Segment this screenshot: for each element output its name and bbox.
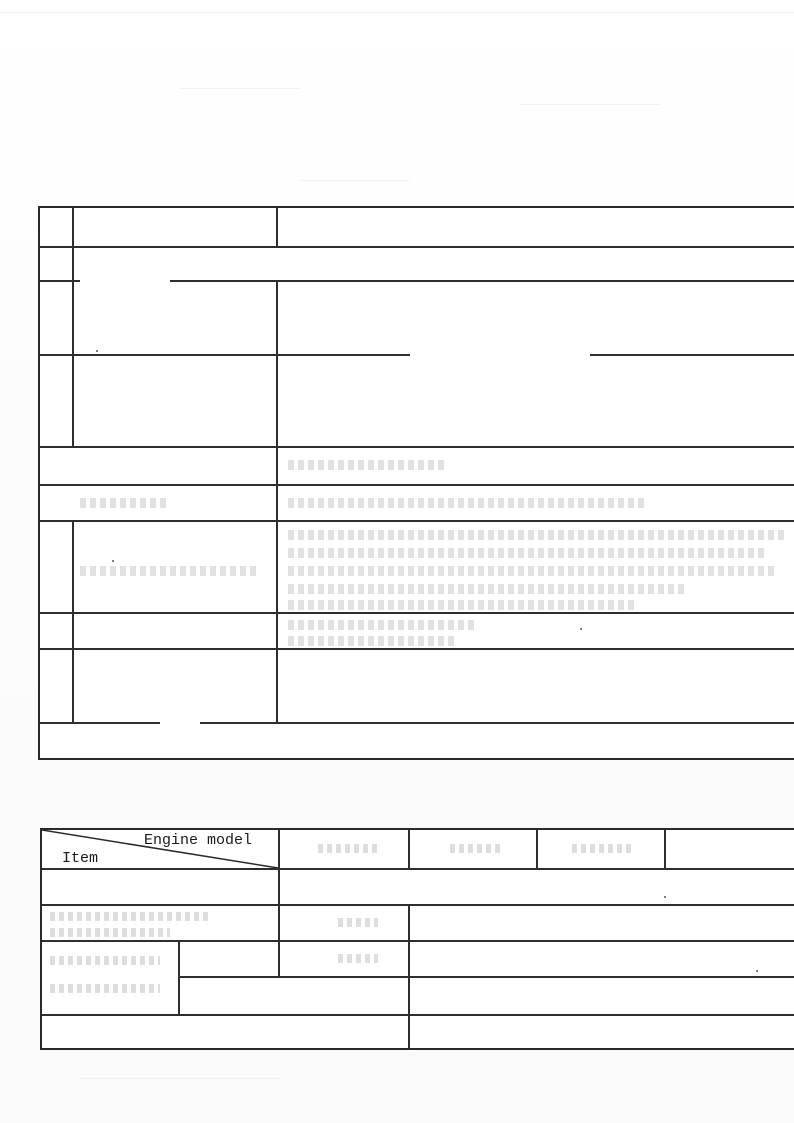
table-row-divider: [40, 722, 794, 724]
table-row-divider: [42, 868, 794, 870]
table-column-divider: [664, 830, 666, 870]
faded-text: [288, 530, 788, 540]
scan-speck: [96, 350, 98, 352]
table-column-divider: [276, 208, 278, 246]
faded-text: [450, 844, 500, 853]
table-column-divider: [276, 282, 278, 724]
faded-text: [50, 928, 170, 937]
table-row-divider: [42, 1014, 794, 1016]
faded-text: [288, 548, 768, 558]
table-row-divider: [40, 520, 794, 522]
table-row-divider: [40, 246, 794, 248]
faded-text: [50, 984, 160, 993]
faded-text: [288, 584, 688, 594]
spec-table-upper: [38, 206, 794, 760]
table-row-divider: [42, 904, 794, 906]
scan-artifact: [520, 104, 660, 105]
scan-dropout: [410, 353, 590, 357]
table-row-divider: [40, 446, 794, 448]
scan-speck: [112, 560, 114, 562]
scan-speck: [664, 896, 666, 898]
scan-speck: [756, 970, 758, 972]
faded-text: [80, 566, 260, 576]
faded-text: [80, 498, 170, 508]
table-row-divider: [40, 612, 794, 614]
scan-dropout: [80, 280, 170, 284]
faded-text: [288, 498, 648, 508]
engine-model-label: Engine model: [144, 832, 253, 849]
table-column-divider: [178, 942, 180, 1016]
table-row-divider: [40, 484, 794, 486]
scan-dropout: [160, 721, 200, 725]
faded-text: [318, 844, 378, 853]
scan-artifact: [0, 12, 794, 13]
table-column-divider: [536, 830, 538, 870]
table-row-divider: [178, 976, 794, 978]
faded-text: [572, 844, 632, 853]
table-row-divider: [40, 648, 794, 650]
item-label: Item: [62, 850, 99, 867]
faded-text: [288, 566, 778, 576]
table-row-divider: [42, 940, 794, 942]
table-column-divider: [408, 830, 410, 870]
faded-text: [338, 918, 378, 927]
scan-speck: [580, 628, 582, 630]
table-column-divider: [72, 520, 74, 724]
table-column-divider: [72, 208, 74, 448]
faded-text: [288, 620, 478, 630]
scan-artifact: [300, 180, 410, 181]
faded-text: [338, 954, 378, 963]
faded-text: [50, 956, 160, 965]
faded-text: [50, 912, 210, 921]
scan-artifact: [180, 88, 300, 89]
faded-text: [288, 636, 458, 646]
scan-artifact: [80, 1078, 280, 1079]
faded-text: [288, 460, 448, 470]
faded-text: [288, 600, 638, 610]
engine-model-table: [40, 828, 794, 1050]
